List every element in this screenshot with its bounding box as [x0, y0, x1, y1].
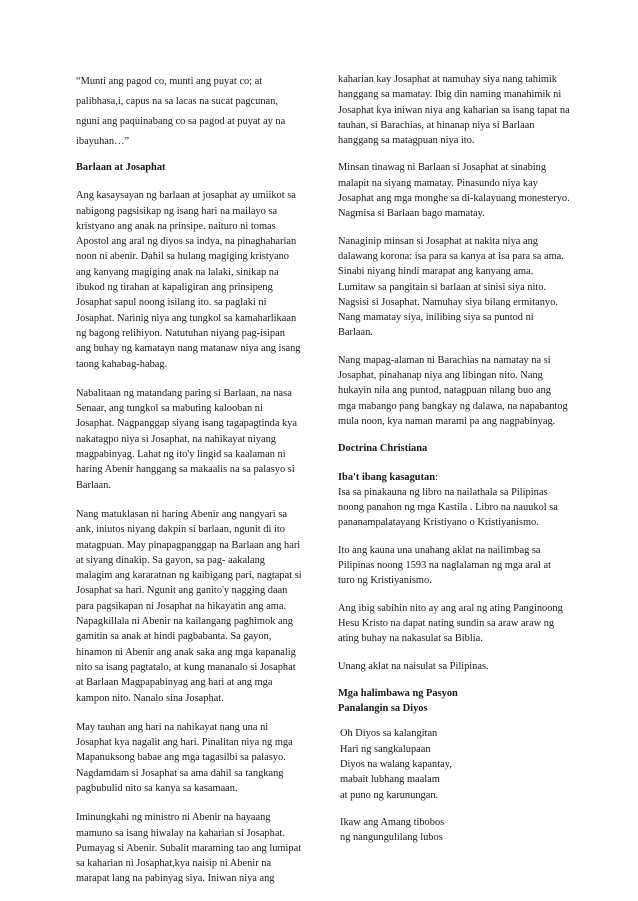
left-column — [76, 72, 302, 901]
poem-line: Oh Diyos sa kalangitan — [340, 728, 438, 740]
poem-stanza-2 — [338, 815, 570, 846]
heading-barlaan-at-josaphat: Barlaan at Josaphat — [76, 162, 166, 173]
opening-quote: “Munti ang pagod co, munti ang puyat co; at palibhasa,i, capus na sa lacas na sucat pagcunan, nguni ang paquinabang co sa pagod at puyat ay na ibayuhan…” — [76, 76, 286, 147]
poem-stanza-1 — [338, 726, 570, 802]
poem-line: at puno ng karunungan. — [340, 789, 439, 801]
heading-doctrina-christiana: Doctrina Christiana — [338, 443, 428, 455]
body-paragraph: Nang mapag-alaman ni Barachias na namatay na si Josaphat, pinahanap niya ang libingan nito. Nang hukayin nila ang puntod, natagpuan nilang buo ang mga mabango pang bangkay ng dalawa, na napabantog mula noon, kya naman marami pa ang nagpabinyag. — [338, 354, 568, 427]
subheading-colon: : — [435, 471, 438, 483]
poem-line: mabait lubhang maalam — [340, 774, 440, 786]
poem-line: Hari ng sangkalupaan — [340, 743, 431, 755]
body-paragraph: kaharian kay Josaphat at namuhay siya nang tahimik hanggang sa mamatay. Ibig din naming manahimik ni Josaphat kya iniwan niya ang kaharian sa isang tapat na tauhan, si Barachias, at hinanap niya si Barlaan hanggang sa matagpuan niya ito. — [338, 74, 570, 147]
body-paragraph: Nabalitaan ng matandang paring si Barlaan, na nasa Senaar, ang tungkol sa mabuting kalooban ni Josaphat. Nagpanggap siyang isang tagapagtinda kya nakatagpo niya si Josaphat, na nahikayat niyang magpabinyag. Lahat ng ito'y lingid sa kaalaman ni haring Abenir hanggang sa makaalis na sa palasyo si Barlaan. — [76, 387, 298, 491]
poem-line: Ikaw ang Amang tibobos — [340, 816, 445, 828]
body-paragraph: May tauhan ang hari na nahikayat nang una ni Josaphat kya nagalit ang hari. Pinalitan niya ng mga Mapanuksong babae ang mga tagasilbi sa palasyo. Nagdamdam si Josaphat sa ama dahil sa tangkang pagbubulid nito sa kanya sa kasamaan. — [76, 721, 293, 794]
body-paragraph: Iminungkahi ng ministro ni Abenir na hayaang mamuno sa isang hiwalay na kaharian si Josaphat. Pumayag si Abenir. Subalit maraming tao ang lumipat sa kaharian ni Josaphat,kya naisip ni Abenir na marapat lang na pabinyag siya. Iniwan niya ang — [76, 812, 302, 885]
heading-panalangin: Panalangin sa Diyos — [338, 703, 428, 715]
body-paragraph: Ang ibig sabihin nito ay ang aral ng ating Panginoong Hesu Kristo na dapat nating sundin sa araw araw ng ating buhay na nakasulat sa Biblia. — [338, 602, 563, 645]
heading-pasyon: Mga halimbawa ng Pasyon — [338, 687, 458, 699]
subheading-kasagutan — [338, 470, 570, 485]
body-paragraph: Minsan tinawag ni Barlaan si Josaphat at sinabing malapit na siyang mamatay. Pinasundo niya kay Josaphat ang mga monghe sa di-kalayuang monesteryo. Nagmisa si Barlaan bago mamatay. — [338, 162, 570, 220]
body-paragraph: Unang aklat na naisulat sa Pilipinas. — [338, 660, 489, 672]
body-paragraph: Isa sa pinakauna ng libro na nailathala sa Pilipinas noong panahon ng mga Kastila . Libro na nauukol sa pananampalatayang Kristiyano o Kristiyanismo. — [338, 486, 558, 529]
body-paragraph: Ito ang kauna una unahang aklat na nailimbag sa Pilipinas noong 1593 na naglalaman ng mga aral at turo ng Kristiyanismo. — [338, 544, 551, 587]
body-paragraph: Ang kasaysayan ng barlaan at josaphat ay umiikot sa nabigong pagsisikap ng isang hari na mailayo sa kristyano ang anak na prinsipe. naituro ni tomas Apostol ang aral ng diyos sa indya, na pinaghaharian noon ni abenir. Dahil sa hulang magiging kristyano ang kanyang magiging anak na lalaki, sinikap na ibukod ng tirahan at kapaligiran ang prinsipeng Josaphat sapul noong isilang ito. sa paglaki ni Josaphat. Narinig niya ang tungkol sa kamaharlikaan ng bagong relihiyon. Natutuhan niyang pag-isipan ang buhay ng kamatayn nang matanaw niya ang isang taong kahabag-habag. — [76, 190, 301, 370]
right-column — [338, 72, 570, 857]
poem-line: ng nangungulilang lubos — [340, 832, 443, 844]
poem-line: Diyos na walang kapantay, — [340, 758, 452, 770]
body-paragraph: Nanaginip minsan si Josaphat at nakita niya ang dalawang korona: isa para sa kanya at isa para sa ama. Sinabi niyang hindi marapat ang kanyang ama. Lumitaw sa pangitain si barlaan at sinisi siya nito. Nagsisi si Josaphat. Namuhay siya bilang ermitanyo. Nang mamatay siya, inilibing siya sa puntod ni Barlaan. — [338, 235, 564, 339]
subheading-kasagutan-label: Iba't ibang kasagutan — [338, 471, 436, 483]
body-paragraph: Nang matuklasan ni haring Abenir ang nangyari sa ank, iniutos niyang dakpin si barlaan, ngunit di ito matagpuan. May pinapagpanggap na Barlaan ang hari at siyang dinakip. Sa gayon, sa pag- aakalang malagim ang kararatnan ng kaibigang pari, nagtapat si Josaphat sa hari. Ngunit ang ganito'y nagging daan para pagsikapan ni Josaphat na hikayatin ang ama. Napagkillala ni Abenir na kailangang paghimok ang gamitin sa anak at hindi pagbabanta. Sa gayon, hinamon ni Abenir ang anak saka ang mga kapanalig nito sa isang pagtatalo, at kung mananalo si Josaphat at Barlaan Magpapabinyag ang hari at ang mga kampon nito. Nanalo sina Josaphat. — [76, 508, 302, 704]
